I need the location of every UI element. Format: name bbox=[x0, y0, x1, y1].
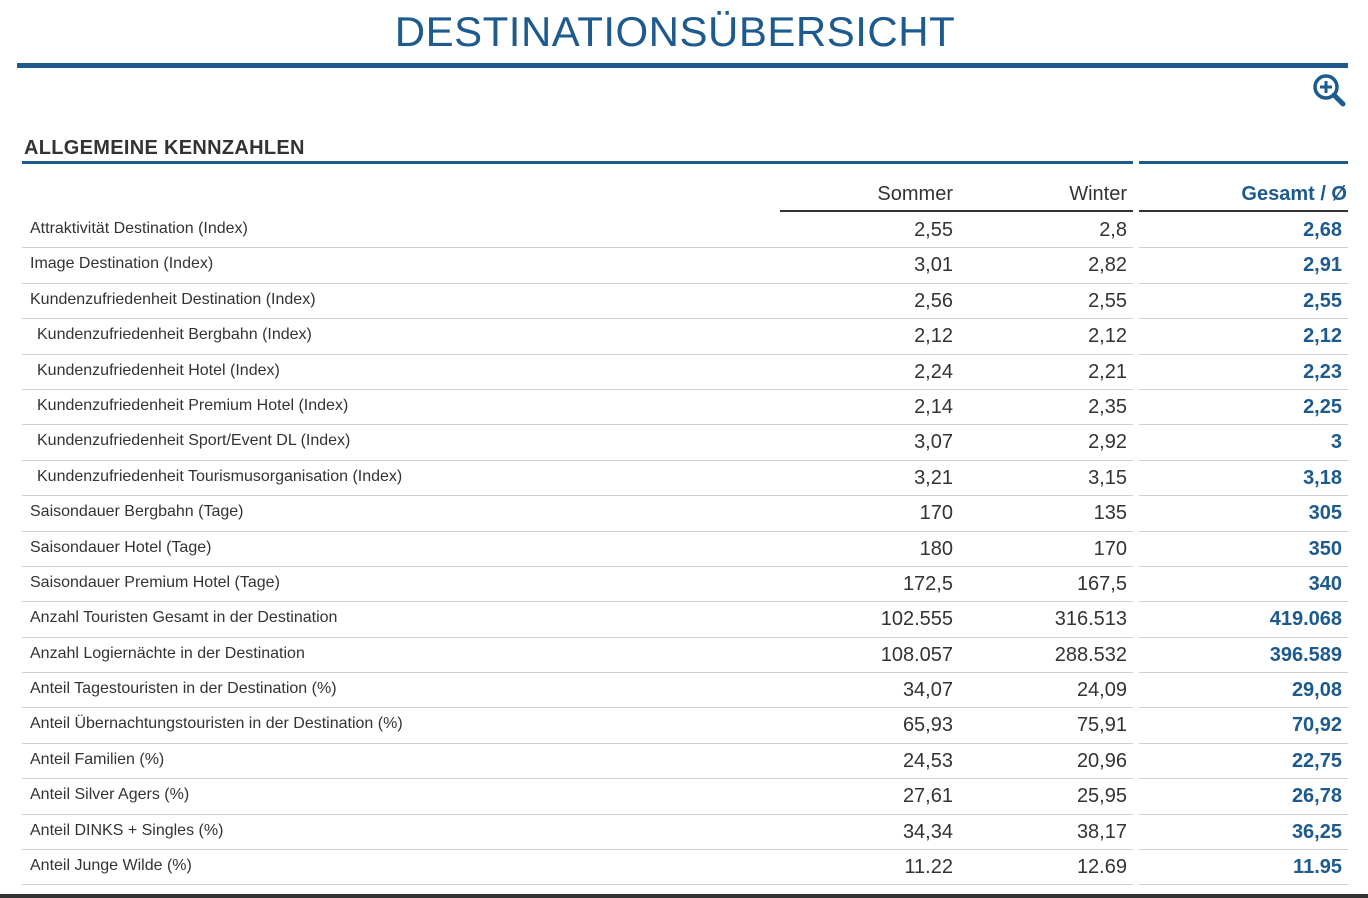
value-winter: 75,91 bbox=[1076, 714, 1127, 737]
value-gesamt: 350 bbox=[1308, 537, 1342, 560]
table-row bbox=[22, 425, 1348, 460]
row-label: Saisondauer Bergbahn (Tage) bbox=[30, 503, 244, 521]
value-winter: 20,96 bbox=[1076, 749, 1127, 772]
value-gesamt: 3,18 bbox=[1303, 466, 1342, 489]
bottom-divider bbox=[0, 894, 1368, 898]
value-gesamt: 36,25 bbox=[1291, 820, 1342, 843]
value-sommer: 2,55 bbox=[914, 219, 953, 241]
value-sommer: 102.555 bbox=[880, 608, 953, 631]
value-gesamt: 340 bbox=[1308, 572, 1342, 595]
row-label: Kundenzufriedenheit Premium Hotel (Index) bbox=[37, 396, 349, 414]
table-row bbox=[22, 815, 1348, 850]
value-gesamt: 29,08 bbox=[1291, 679, 1342, 702]
value-sommer: 11.22 bbox=[904, 856, 953, 879]
table-row bbox=[22, 532, 1348, 567]
row-label: Saisondauer Premium Hotel (Tage) bbox=[30, 573, 280, 591]
kennzahlen-table bbox=[22, 213, 1348, 885]
value-winter: 135 bbox=[1093, 502, 1127, 525]
row-label: Anteil Tagestouristen in der Destination (%) bbox=[30, 680, 337, 698]
value-winter: 170 bbox=[1093, 537, 1127, 560]
section-divider-right bbox=[1139, 161, 1348, 164]
column-header-gesamt: Gesamt / Ø bbox=[1241, 183, 1347, 205]
column-header-winter: Winter bbox=[1069, 183, 1127, 205]
row-label: Attraktivität Destination (Index) bbox=[30, 220, 248, 237]
value-gesamt: 2,12 bbox=[1303, 325, 1342, 348]
table-row bbox=[22, 744, 1348, 779]
value-winter: 2,82 bbox=[1088, 254, 1127, 277]
value-winter: 288.532 bbox=[1054, 643, 1127, 666]
value-sommer: 24,53 bbox=[902, 749, 953, 772]
column-header-divider-gesamt bbox=[1139, 210, 1348, 212]
row-label: Anteil Silver Agers (%) bbox=[30, 786, 190, 804]
row-label: Anzahl Logiernächte in der Destination bbox=[30, 644, 305, 662]
row-label: Kundenzufriedenheit Hotel (Index) bbox=[37, 361, 280, 379]
value-sommer: 2,24 bbox=[914, 360, 953, 383]
value-winter: 25,95 bbox=[1076, 785, 1127, 808]
table-row bbox=[22, 850, 1348, 885]
value-sommer: 3,21 bbox=[914, 466, 953, 489]
value-winter: 167,5 bbox=[1076, 572, 1127, 595]
row-label: Kundenzufriedenheit Bergbahn (Index) bbox=[37, 326, 312, 344]
value-gesamt: 26,78 bbox=[1291, 785, 1342, 808]
table-row bbox=[22, 390, 1348, 425]
value-sommer: 170 bbox=[919, 502, 953, 525]
table-row bbox=[22, 213, 1348, 248]
row-label: Anzahl Touristen Gesamt in der Destination bbox=[30, 609, 338, 627]
value-sommer: 65,93 bbox=[902, 714, 953, 737]
value-winter: 2,12 bbox=[1088, 325, 1127, 348]
table-row bbox=[22, 248, 1348, 283]
value-gesamt: 2,68 bbox=[1303, 219, 1342, 241]
row-label: Anteil DINKS + Singles (%) bbox=[30, 821, 224, 839]
table-row bbox=[22, 638, 1348, 673]
table-row bbox=[22, 319, 1348, 354]
row-label: Kundenzufriedenheit Destination (Index) bbox=[30, 290, 316, 308]
value-gesamt: 2,55 bbox=[1303, 289, 1342, 312]
value-gesamt: 22,75 bbox=[1291, 749, 1342, 772]
value-sommer: 34,07 bbox=[902, 679, 953, 702]
row-label: Anteil Junge Wilde (%) bbox=[30, 857, 192, 875]
title-divider bbox=[17, 63, 1348, 68]
value-gesamt: 70,92 bbox=[1291, 714, 1342, 737]
table-row bbox=[22, 602, 1348, 637]
section-title: ALLGEMEINE KENNZAHLEN bbox=[24, 137, 305, 159]
table-row bbox=[22, 567, 1348, 602]
value-sommer: 172,5 bbox=[902, 572, 953, 595]
page-title: DESTINATIONSÜBERSICHT bbox=[394, 8, 956, 55]
value-winter: 38,17 bbox=[1076, 820, 1127, 843]
row-label: Anteil Familien (%) bbox=[30, 750, 165, 768]
value-gesamt: 2,25 bbox=[1303, 395, 1342, 418]
value-gesamt: 3 bbox=[1330, 431, 1342, 454]
value-gesamt: 396.589 bbox=[1269, 643, 1342, 666]
value-sommer: 34,34 bbox=[902, 820, 953, 843]
zoom-in-icon[interactable] bbox=[1312, 73, 1346, 107]
table-row bbox=[22, 461, 1348, 496]
value-winter: 2,35 bbox=[1088, 395, 1127, 418]
row-label: Saisondauer Hotel (Tage) bbox=[30, 538, 212, 556]
value-sommer: 108.057 bbox=[880, 643, 953, 666]
table-row bbox=[22, 779, 1348, 814]
value-winter: 12.69 bbox=[1076, 856, 1127, 879]
value-winter: 2,92 bbox=[1088, 431, 1127, 454]
value-sommer: 3,07 bbox=[914, 431, 953, 454]
value-winter: 3,15 bbox=[1088, 466, 1127, 489]
value-sommer: 2,14 bbox=[914, 395, 953, 418]
value-gesamt: 11.95 bbox=[1293, 856, 1342, 879]
value-winter: 2,21 bbox=[1088, 360, 1127, 383]
value-gesamt: 2,23 bbox=[1303, 360, 1342, 383]
value-sommer: 180 bbox=[919, 537, 953, 560]
row-label: Anteil Übernachtungstouristen in der Destination (%) bbox=[30, 715, 403, 733]
section-divider-left bbox=[22, 161, 1133, 164]
row-label: Kundenzufriedenheit Tourismusorganisation (Index) bbox=[37, 467, 403, 485]
row-divider-gesamt bbox=[1139, 884, 1348, 885]
value-sommer: 2,12 bbox=[914, 325, 953, 348]
value-winter: 2,8 bbox=[1099, 219, 1127, 241]
column-header-divider bbox=[780, 210, 1133, 212]
column-header-sommer: Sommer bbox=[877, 183, 953, 205]
row-label: Kundenzufriedenheit Sport/Event DL (Index) bbox=[37, 432, 351, 450]
row-label: Image Destination (Index) bbox=[30, 255, 214, 273]
value-gesamt: 419.068 bbox=[1269, 608, 1342, 631]
table-row bbox=[22, 355, 1348, 390]
value-winter: 2,55 bbox=[1088, 289, 1127, 312]
value-sommer: 3,01 bbox=[914, 254, 953, 277]
value-winter: 24,09 bbox=[1076, 679, 1127, 702]
table-row bbox=[22, 496, 1348, 531]
table-row bbox=[22, 673, 1348, 708]
value-gesamt: 305 bbox=[1308, 502, 1342, 525]
value-sommer: 2,56 bbox=[914, 289, 953, 312]
value-sommer: 27,61 bbox=[902, 785, 953, 808]
value-gesamt: 2,91 bbox=[1303, 254, 1342, 277]
value-winter: 316.513 bbox=[1054, 608, 1127, 631]
table-row bbox=[22, 284, 1348, 319]
row-divider bbox=[22, 884, 1133, 885]
table-row bbox=[22, 708, 1348, 743]
